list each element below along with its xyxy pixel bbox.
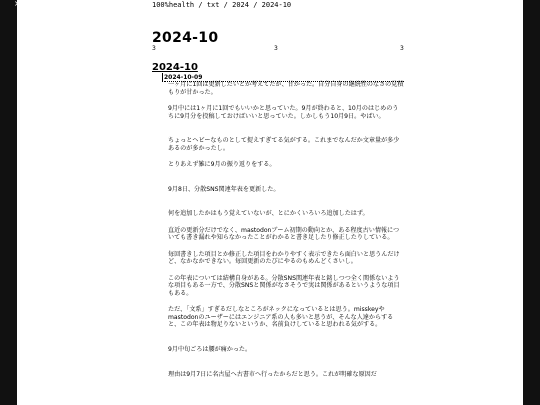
section-title[interactable]: 2024-10 [152, 62, 198, 73]
entry-paragraph: 9月中には1ヶ月に1回でもいいかと思っていた。9月が終わると、10月のはじめのうちに9月分を投稿しておけばいいと思っていた。しかしもう10月9日。やばい。 [168, 104, 399, 120]
entry-date: 2024-10-09 [164, 74, 404, 82]
entry-paragraph: 一ヶ月に1回は更新したいとか考えてたが、甘かった。自分自身の継続性のなさの見積もりが甘かった。 [168, 81, 404, 96]
breadcrumb-item-home[interactable]: 100%health [152, 1, 195, 9]
breadcrumb-separator: / [248, 1, 262, 9]
marker-center: 3 [274, 45, 278, 52]
marker-row [152, 46, 404, 52]
entry-paragraph: 何を追加したかはもう覚えていないが、とにかくいろいろ追加したはず。 [168, 210, 369, 218]
left-sidebar [0, 0, 21, 405]
entry-marker [162, 73, 163, 82]
entry-paragraph: 毎回書きした項目とか修正した項目をわかりやすく表示できたら面白いと思うんだけど、なかなかできない。毎回更新のたびにやるのもめんどくさいし。 [168, 250, 400, 266]
entry-paragraph: 直近の更新分だけでなく、mastodonブーム初期の動向とか、ある程度古い情報についても書き漏れや知らなかったことがわかると書き足したり修正したりしている。 [168, 226, 400, 242]
breadcrumb-item-month: 2024-10 [261, 1, 292, 9]
page-title: 2024-10 [152, 30, 219, 46]
marker-right: 3 [400, 45, 404, 52]
entry-paragraph: 理由は9月7日に名古屋へ古書市へ行ったからだと思う。これが明確な原因だ [168, 370, 377, 378]
entry-paragraph: 9月8日、分散SNS関連年表を更新した。 [168, 185, 280, 193]
entry-paragraph: 9月中旬ごろは腰が痛かった。 [168, 346, 252, 354]
breadcrumb [152, 1, 291, 9]
breadcrumb-item-year[interactable]: 2024 [232, 1, 249, 9]
breadcrumb-item-txt[interactable]: txt [206, 1, 220, 9]
entry-paragraph: とりあえず雑に9月の振り返りをする。 [168, 161, 276, 169]
right-sidebar [523, 0, 540, 405]
close-icon[interactable]: × [14, 0, 21, 8]
entry-paragraph: ちょっとヘビーなものとして捉えすぎてる気がする。これまでなんだか文章量が多少あるのが多かったし。 [168, 137, 400, 152]
entry-paragraph: ただ、「文系」すぎるだしなところがネックになっているとは思う。misskeyやmastodonのユーザーにはエンジニア系の人も多いと思うが、そんな人達からすると、この年表は物足りないというか、名前負けしていると思われる気がする。 [168, 306, 394, 329]
marker-left: 3 [152, 45, 156, 52]
entry-body [168, 81, 404, 387]
breadcrumb-separator: / [219, 1, 233, 9]
breadcrumb-separator: / [194, 1, 207, 9]
entry-paragraph: この年表については結構自身がある。分散SNS関連年表と銘しつつ全く関係ないような項目もある一方で、分散SNSと関係がなさそうで実は関係があるというような項目もある。 [168, 274, 400, 297]
